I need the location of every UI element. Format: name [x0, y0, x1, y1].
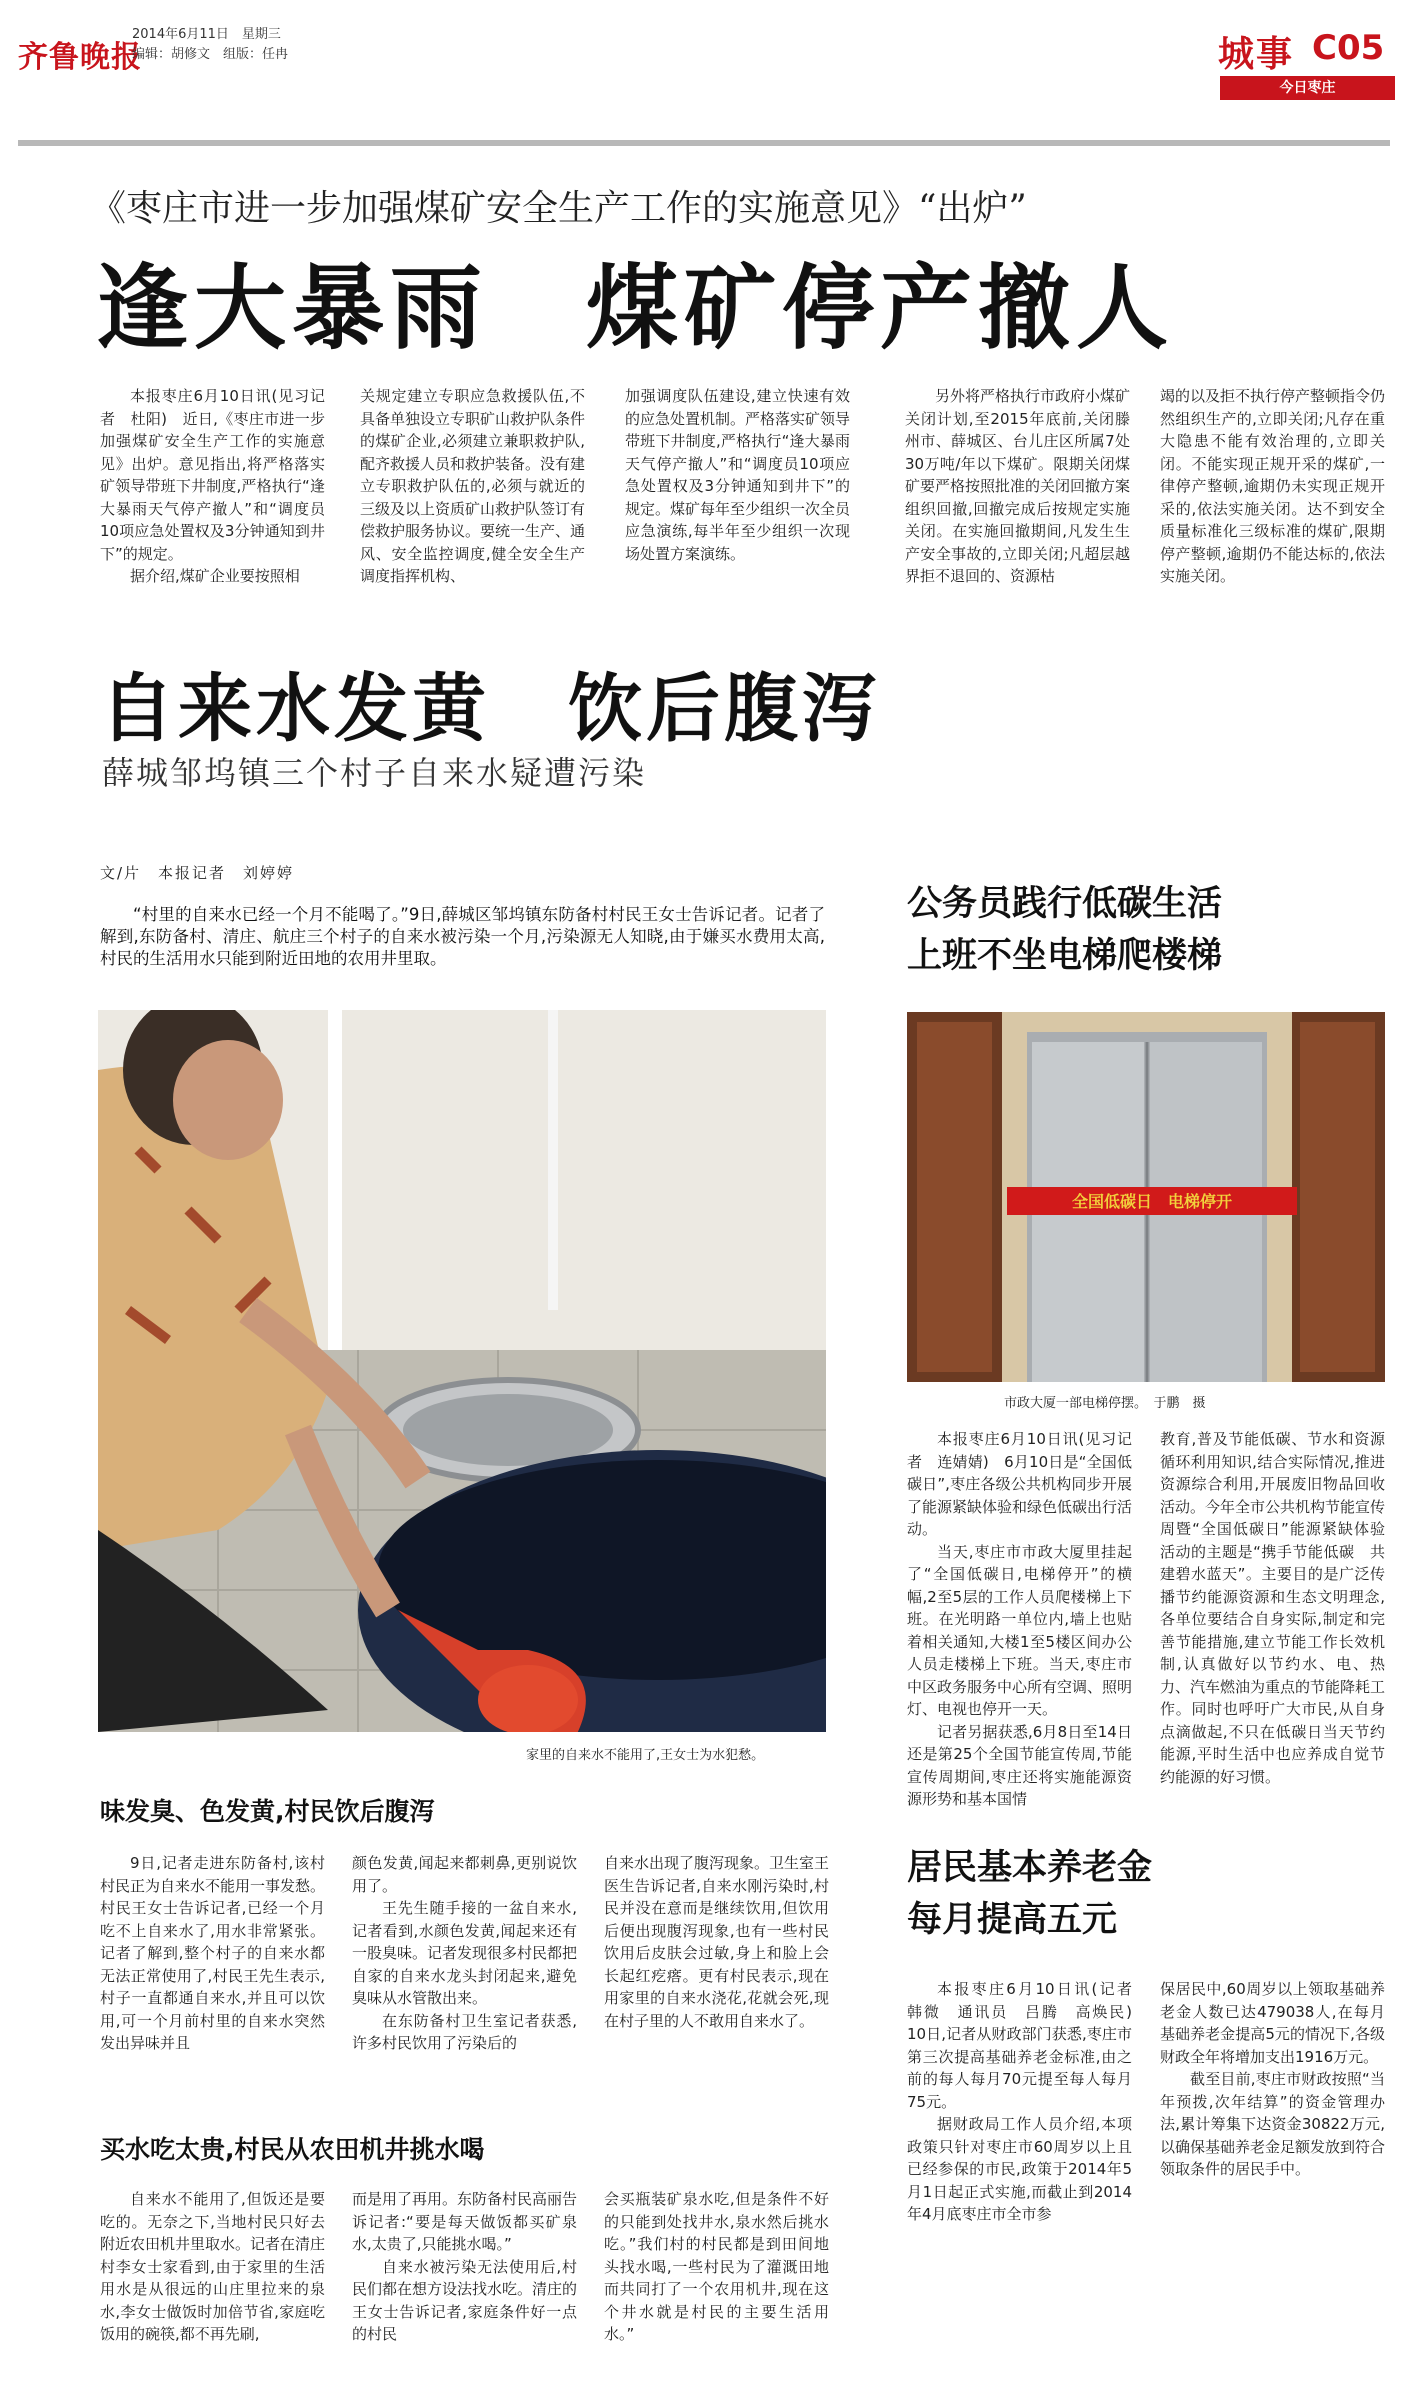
- article3-headline: 公务员践行低碳生活 上班不坐电梯爬楼梯: [907, 884, 1223, 976]
- paragraph: 加强调度队伍建设,建立快速有效的应急处置机制。严格落实矿领导带班下井制度,严格执行“逢大暴雨天气停产撤人”和“调度员10项应急处置权及3分钟通知到井下”的规定。煤矿每年至少组织一次全员应急演练,每半年至少组织一次现场处置方案演练。: [625, 387, 851, 563]
- article1-column-2: [360, 385, 585, 588]
- paragraph: 竭的以及拒不执行停产整顿指令仍然组织生产的,立即关闭;凡存在重大隐患不能有效治理的,立即关闭。不能实现正规开采的煤矿,一律停产整顿,逾期仍未实现正规开采的,依法实施关闭。达不到安全质量标准化三级标准的煤矿,限期停产整顿,逾期仍不能达标的,依法实施关闭。: [1160, 387, 1386, 585]
- article2-sub1-column-2: [352, 1852, 577, 2055]
- subsection-label: 今日枣庄: [1220, 76, 1395, 100]
- article1-column-5: [1160, 385, 1385, 588]
- paragraph: 本报枣庄6月10日讯(记者 韩微 通讯员 吕腾 高焕民) 10日,记者从财政部门获悉,枣庄市第三次提高基础养老金标准,由之前的每人每月70元提至每人每月75元。: [907, 1980, 1148, 2111]
- header-rule: [18, 140, 1390, 146]
- article3-column-1: [907, 1428, 1132, 1811]
- article1-column-1: [100, 385, 325, 588]
- lead-text: “村里的自来水已经一个月不能喝了。”9日,薛城区邹坞镇东防备村村民王女士告诉记者。记者了解到,东防备村、清庄、航庄三个村子的自来水被污染一个月,污染源无人知晓,由于嫌买水费用太高,村民的生活用水只能到附近田地的农用井里取。: [100, 905, 825, 968]
- water-photo-caption: 家里的自来水不能用了,王女士为水犯愁。: [526, 1748, 765, 1763]
- article2-lead: [100, 904, 825, 970]
- paragraph: 自来水出现了腹泻现象。卫生室王医生告诉记者,自来水刚污染时,村民并没在意而是继续饮用,但饮用后便出现腹泻现象,也有一些村民饮用后皮肤会过敏,身上和脸上会长起红疙瘩。更有村民表示,现在用家里的自来水浇花,花就会死,现在村子里的人不敢用自来水了。: [604, 1854, 830, 2030]
- paragraph: 记者另据获悉,6月8日至14日还是第25个全国节能宣传周,节能宣传周期间,枣庄还将实施能源资源形势和基本国情: [907, 1722, 1132, 1808]
- paragraph: 截至目前,枣庄市财政按照“当年预拨,次年结算”的资金管理办法,累计筹集下达资金30822万元,以确保基础养老金足额发放到符合领取条件的居民手中。: [1160, 2070, 1386, 2178]
- woman-scooping-water-photo: [98, 1010, 826, 1732]
- article2-sub2-column-2: [352, 2188, 577, 2346]
- elevator-photo: [907, 1012, 1385, 1382]
- article1-column-4: [905, 385, 1130, 588]
- article1-headline: 逢大暴雨 煤矿停产撤人: [96, 254, 1175, 362]
- editor-line: 编辑：胡修文 组版：任冉: [132, 47, 289, 62]
- paragraph: 据财政局工作人员介绍,本项政策只针对枣庄市60周岁以上且已经参保的市民,政策于2014年5月1日起正式实施,而截止到2014年4月底枣庄市全市参: [907, 2115, 1132, 2223]
- paragraph: 颜色发黄,闻起来都刺鼻,更别说饮用了。: [352, 1854, 577, 1895]
- article2-sub2-column-1: [100, 2188, 325, 2346]
- article3-column-2: [1160, 1428, 1385, 1788]
- article2-subheadline: 薛城邹坞镇三个村子自来水疑遭污染: [102, 754, 647, 792]
- paragraph: 9日,记者走进东防备村,该村村民正为自来水不能用一事发愁。村民王女士告诉记者,已经一个月吃不上自来水了,用水非常紧张。记者了解到,整个村子的自来水都无法正常使用了,村民王先生表示,村子一直都通自来水,并且可以饮用,可一个月前村里的自来水突然发出异味并且: [100, 1854, 326, 2052]
- paragraph: 自来水被污染无法使用后,村民们都在想方设法找水吃。清庄的王女士告诉记者,家庭条件好一点的村民: [352, 2257, 578, 2343]
- elevator-with-banner-photo: [907, 1012, 1385, 1382]
- paragraph: 本报枣庄6月10日讯(见习记者 杜阳) 近日,《枣庄市进一步加强煤矿安全生产工作的实施意见》出炉。意见指出,将严格落实矿领导带班下井制度,严格执行“逢大暴雨天气停产撤人”和“调度员10项应急处置权及3分钟通知到井下”的规定。: [100, 387, 325, 563]
- article2-headline: 自来水发黄 饮后腹泻: [100, 666, 880, 752]
- paragraph: 在东防备村卫生室记者获悉,许多村民饮用了污染后的: [352, 2011, 577, 2052]
- paragraph: 会买瓶装矿泉水吃,但是条件不好的只能到处找井水,泉水然后挑水吃。”我们村的村民都是到田间地头找水喝,一些村民为了灌溉田地而共同打了一个农用机井,现在这个井水就是村民的主要生活用水。”: [604, 2190, 829, 2343]
- paragraph: 教育,普及节能低碳、节水和资源循环利用知识,结合实际情况,推进资源综合利用,开展废旧物品回收活动。今年全市公共机构节能宣传周暨“全国低碳日”能源紧缺体验活动的主题是“携手节能低碳 共建碧水蓝天”。主要目的是广泛传播节约能源资源和生态文明理念,各单位要结合自身实际,制定和完善节能措施,建立节能工作长效机制,认真做好以节约水、电、热力、汽车燃油为重点的节能降耗工作。同时也呼吁广大市民,从自身点滴做起,不只在低碳日当天节约能源,平时生活中也应养成自觉节约能源的好习惯。: [1160, 1430, 1386, 1786]
- paragraph: 关规定建立专职应急救援队伍,不具备单独设立专职矿山救护队条件的煤矿企业,必须建立兼职救护队,配齐救援人员和救护装备。没有建立专职救护队伍的,必须与就近的三级及以上资质矿山救护队签订有偿救护服务协议。要统一生产、通风、安全监控调度,健全安全生产调度指挥机构、: [360, 387, 586, 585]
- paragraph: 自来水不能用了,但饭还是要吃的。无奈之下,当地村民只好去附近农田机井里取水。记者在清庄村李女士家看到,由于家里的生活用水是从很远的山庄里拉来的泉水,李女士做饭时加倍节省,家庭吃饭用的碗筷,都不再先刷,: [100, 2190, 326, 2343]
- article4-headline: 居民基本养老金 每月提高五元: [907, 1848, 1153, 1940]
- paragraph: 而是用了再用。东防备村民高丽告诉记者:“要是每天做饭都买矿泉水,太贵了,只能挑水喝。”: [352, 2190, 578, 2253]
- water-photo: [98, 1010, 826, 1732]
- article4-column-2: [1160, 1978, 1385, 2181]
- newspaper-logo: 齐鲁晚报: [18, 40, 142, 75]
- article2-subheading-2: 买水吃太贵,村民从农田机井挑水喝: [100, 2135, 485, 2164]
- article2-byline: 文/片 本报记者 刘婷婷: [100, 864, 295, 882]
- elevator-photo-caption: 市政大厦一部电梯停摆。 于鹏 摄: [1004, 1396, 1206, 1411]
- paragraph: 另外将严格执行市政府小煤矿关闭计划,至2015年底前,关闭滕州市、薛城区、台儿庄区所属7处30万吨/年以下煤矿。限期关闭煤矿要严格按照批准的关闭回撤方案组织回撤,回撤完成后按规定实施关闭。在实施回撤期间,凡发生生产安全事故的,立即关闭;凡超层越界拒不退回的、资源枯: [905, 387, 1131, 585]
- paragraph: 保居民中,60周岁以上领取基础养老金人数已达479038人,在每月基础养老金提高5元的情况下,各级财政全年将增加支出1916万元。: [1160, 1980, 1385, 2066]
- paragraph: 当天,枣庄市市政大厦里挂起了“全国低碳日,电梯停开”的横幅,2至5层的工作人员爬楼梯上下班。在光明路一单位内,墙上也贴着相关通知,大楼1至5楼区间办公人员走楼梯上下班。当天,枣庄市中区政务服务中心所有空调、照明灯、电视也停开一天。: [907, 1542, 1133, 1718]
- article2-sub1-column-3: [604, 1852, 829, 2032]
- page-number: C05: [1312, 28, 1385, 68]
- paragraph: 王先生随手接的一盆自来水,记者看到,水颜色发黄,闻起来还有一股臭味。记者发现很多村民都把自家的自来水龙头封闭起来,避免臭味从水管散出来。: [352, 1899, 578, 2007]
- article1-column-3: [625, 385, 850, 565]
- section-title: 城事: [1218, 34, 1295, 75]
- date-line: 2014年6月11日 星期三: [132, 27, 281, 42]
- article2-sub2-column-3: [604, 2188, 829, 2346]
- elevator-banner-text: 全国低碳日 电梯停开: [1071, 1192, 1233, 1211]
- article2-sub1-column-1: [100, 1852, 325, 2055]
- paragraph: 据介绍,煤矿企业要按照相: [130, 567, 300, 585]
- article4-column-1: [907, 1978, 1148, 2226]
- paragraph: 本报枣庄6月10日讯(见习记者 连婧婧) 6月10日是“全国低碳日”,枣庄各级公共机构同步开展了能源紧缺体验和绿色低碳出行活动。: [907, 1430, 1133, 1538]
- article1-kicker: 《枣庄市进一步加强煤矿安全生产工作的实施意见》“出炉”: [90, 188, 1027, 229]
- article2-subheading-1: 味发臭、色发黄,村民饮后腹泻: [100, 1797, 435, 1826]
